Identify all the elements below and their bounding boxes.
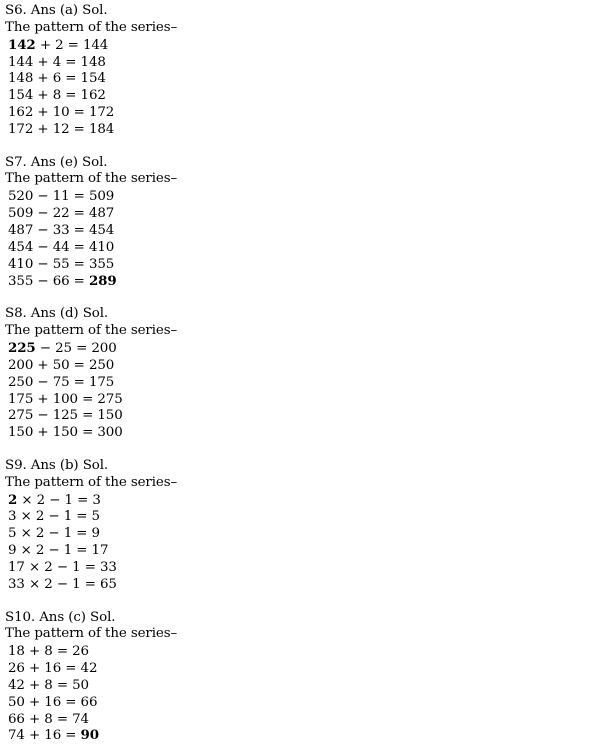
equation-line xyxy=(5,54,616,71)
equation-line xyxy=(5,87,616,104)
equation-line xyxy=(5,37,616,54)
equation-text: 18 + 8 = 26 xyxy=(8,644,89,660)
equation-line xyxy=(5,222,616,239)
solution-section xyxy=(5,3,616,138)
equation-text: 26 + 16 = 42 xyxy=(8,661,98,677)
equation-text: 9 × 2 − 1 = 17 xyxy=(8,543,109,559)
bold-term: 142 xyxy=(8,36,36,53)
solution-section xyxy=(5,306,616,441)
equation-text: 3 × 2 − 1 = 5 xyxy=(8,509,100,525)
equation-line xyxy=(5,559,616,576)
series-pattern-label: The pattern of the series– xyxy=(5,19,178,35)
equation-text: 144 + 4 = 148 xyxy=(8,54,106,70)
equation-line xyxy=(5,70,616,87)
solution-section xyxy=(5,458,616,593)
solution-heading: S10. Ans (c) Sol. xyxy=(5,609,116,625)
equation-text: 66 + 8 = 74 xyxy=(8,711,89,727)
bold-answer: 90 xyxy=(80,727,99,744)
equation-text: 74 + 16 = xyxy=(8,728,81,744)
equation-line xyxy=(5,374,616,391)
solution-section xyxy=(5,155,616,290)
equation-line xyxy=(5,188,616,205)
bold-answer: 289 xyxy=(88,272,117,289)
equation-text: − 25 = 200 xyxy=(35,340,117,356)
series-pattern-label: The pattern of the series– xyxy=(5,626,178,642)
equation-text: 175 + 100 = 275 xyxy=(8,391,123,407)
equation-text: 150 + 150 = 300 xyxy=(8,425,123,441)
equation-line xyxy=(5,205,616,222)
series-pattern-label: The pattern of the series– xyxy=(5,474,178,490)
equation-line xyxy=(5,576,616,593)
equation-text: 454 − 44 = 410 xyxy=(8,239,115,255)
equation-line xyxy=(5,508,616,525)
equation-text: 410 − 55 = 355 xyxy=(8,256,115,272)
equation-line xyxy=(5,424,616,441)
equation-text: + 2 = 144 xyxy=(35,37,109,53)
equation-text: 509 − 22 = 487 xyxy=(8,206,115,222)
equation-line xyxy=(5,694,616,711)
equation-text: 162 + 10 = 172 xyxy=(8,105,115,121)
equation-text: × 2 − 1 = 3 xyxy=(17,492,101,508)
solution-heading: S8. Ans (d) Sol. xyxy=(5,306,109,322)
equation-text: 250 − 75 = 175 xyxy=(8,374,115,390)
equation-line xyxy=(5,727,616,744)
equation-text: 33 × 2 − 1 = 65 xyxy=(8,576,117,592)
equation-line xyxy=(5,256,616,273)
equation-text: 355 − 66 = xyxy=(8,273,89,289)
equation-line xyxy=(5,407,616,424)
solution-heading: S6. Ans (a) Sol. xyxy=(5,3,108,18)
equation-line xyxy=(5,492,616,509)
equation-text: 50 + 16 = 66 xyxy=(8,694,98,710)
equation-text: 148 + 6 = 154 xyxy=(8,71,106,87)
equation-text: 172 + 12 = 184 xyxy=(8,121,115,137)
equation-line xyxy=(5,239,616,256)
solution-section xyxy=(5,610,616,745)
equation-text: 487 − 33 = 454 xyxy=(8,223,115,239)
equation-line xyxy=(5,357,616,374)
equation-line xyxy=(5,340,616,357)
equation-text: 42 + 8 = 50 xyxy=(8,677,89,693)
equation-line xyxy=(5,711,616,728)
equation-line xyxy=(5,677,616,694)
series-pattern-label: The pattern of the series– xyxy=(5,323,178,339)
equation-text: 520 − 11 = 509 xyxy=(8,189,115,205)
solution-heading: S7. Ans (e) Sol. xyxy=(5,154,108,170)
equation-text: 275 − 125 = 150 xyxy=(8,408,123,424)
equation-line xyxy=(5,542,616,559)
equation-text: 154 + 8 = 162 xyxy=(8,88,106,104)
bold-term: 2 xyxy=(8,491,18,508)
equation-line xyxy=(5,660,616,677)
equation-line xyxy=(5,273,616,290)
series-pattern-label: The pattern of the series– xyxy=(5,171,178,187)
equation-line xyxy=(5,643,616,660)
equation-text: 200 + 50 = 250 xyxy=(8,357,115,373)
equation-line xyxy=(5,104,616,121)
bold-term: 225 xyxy=(8,339,36,356)
solution-heading: S9. Ans (b) Sol. xyxy=(5,457,109,473)
equation-text: 17 × 2 − 1 = 33 xyxy=(8,559,117,575)
equation-line xyxy=(5,525,616,542)
equation-text: 5 × 2 − 1 = 9 xyxy=(8,526,100,542)
equation-line xyxy=(5,391,616,408)
equation-line xyxy=(5,121,616,138)
